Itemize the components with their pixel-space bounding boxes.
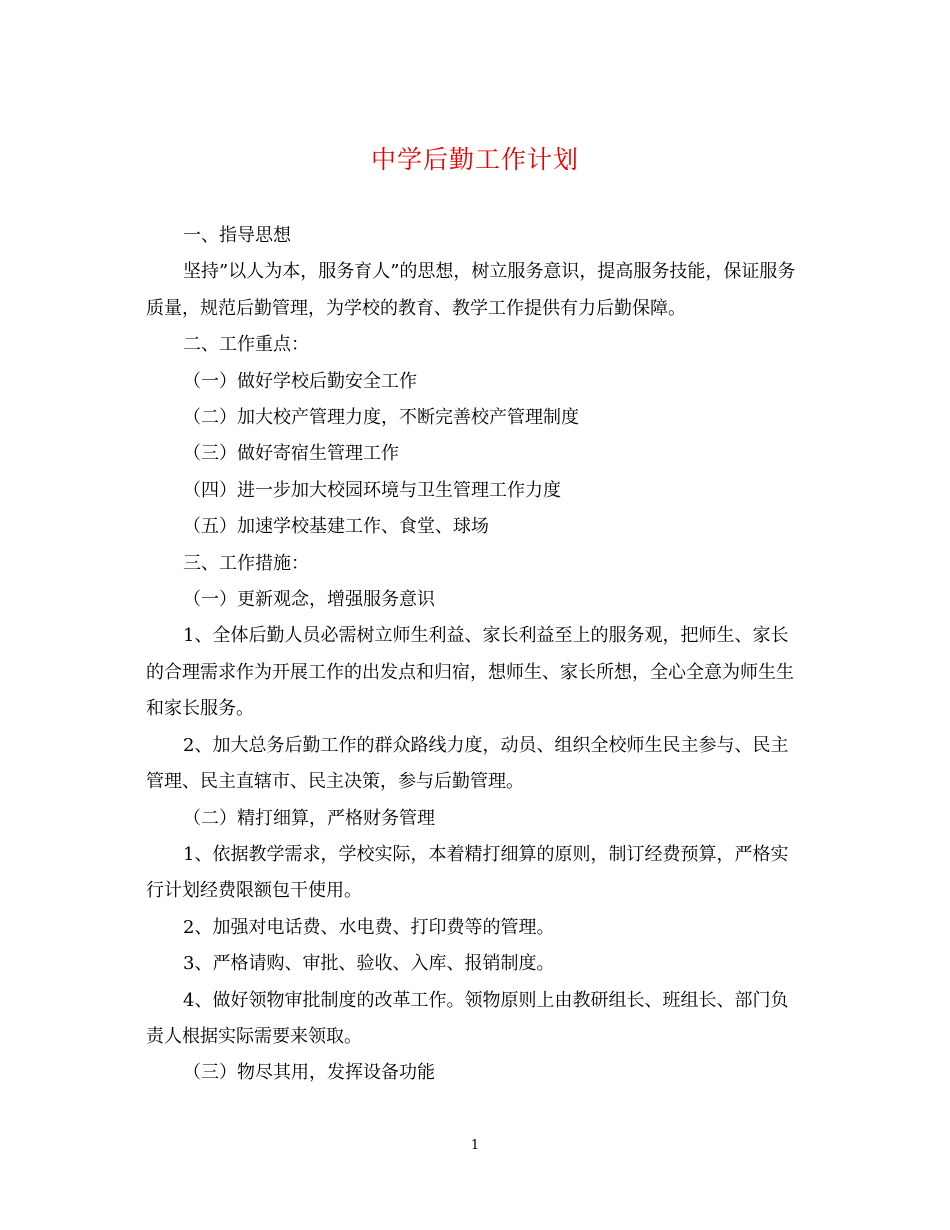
subsection-heading-3: （三）物尽其用，发挥设备功能 [183, 1062, 435, 1084]
section-heading-3: 三、工作措施： [183, 552, 309, 574]
section-heading-2: 二、工作重点： [183, 334, 309, 356]
paragraph-measure-1-2: 2、加大总务后勤工作的群众路线力度，动员、组织全校师生民主参与、民主管理、民主直辖市、民主决策，参与后勤管理。 [146, 734, 789, 793]
list-item-focus-5: （五）加速学校基建工作、食堂、球场 [183, 516, 489, 538]
list-item-focus-4: （四）进一步加大校园环境与卫生管理工作力度 [183, 479, 561, 501]
subsection-heading-1: （一）更新观念，增强服务意识 [183, 589, 435, 611]
paragraph-measure-2-2: 2、加强对电话费、水电费、打印费等的管理。 [183, 916, 555, 938]
page-number: 1 [470, 1138, 480, 1153]
paragraph-measure-2-1: 1、依据教学需求，学校实际，本着精打细算的原则，制订经费预算，严格实行计划经费限额包干使用。 [146, 843, 789, 902]
list-item-focus-2: （二）加大校产管理力度，不断完善校产管理制度 [183, 407, 579, 429]
section-heading-1: 一、指导思想 [183, 225, 291, 246]
paragraph-measure-2-3: 3、严格请购、审批、验收、入库、报销制度。 [183, 953, 555, 975]
list-item-focus-1: （一）做好学校后勤安全工作 [183, 370, 417, 392]
list-item-focus-3: （三）做好寄宿生管理工作 [183, 443, 399, 465]
document-body [146, 218, 800, 1092]
paragraph-measure-2-4: 4、做好领物审批制度的改革工作。领物原则上由教研组长、班组长、部门负责人根据实际需要来领取。 [146, 989, 789, 1047]
paragraph-guiding-ideology: 坚持”以人为本，服务育人”的思想，树立服务意识，提高服务技能，保证服务质量，规范后勤管理，为学校的教育、教学工作提供有力后勤保障。 [146, 261, 796, 319]
document-title: 中学后勤工作计划 [370, 145, 579, 174]
subsection-heading-2: （二）精打细算，严格财务管理 [183, 807, 435, 829]
paragraph-measure-1-1: 1、全体后勤人员必需树立师生利益、家长利益至上的服务观，把师生、家长的合理需求作为开展工作的出发点和归宿，想师生、家长所想，全心全意为师生生和家长服务。 [146, 625, 794, 720]
